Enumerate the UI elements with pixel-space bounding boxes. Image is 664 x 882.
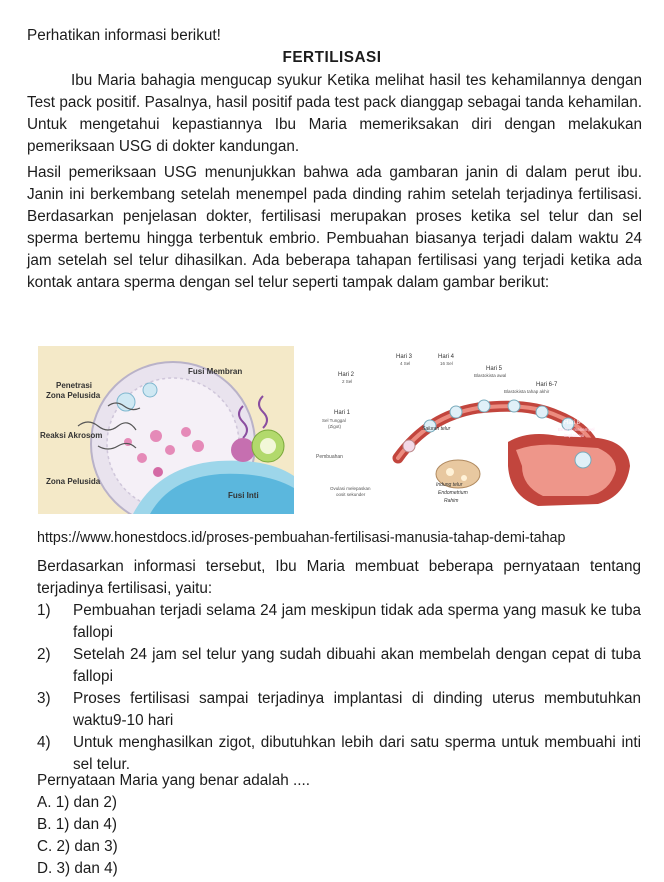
label-hari4: Hari 4 [438,354,455,360]
label-zona-pelusida-bottom: Zona Pelusida [46,477,101,486]
statement-item [37,688,641,732]
label-hari67: Hari 6-7 [536,382,558,388]
statement-number: 1) [37,602,51,619]
label-ovulasi-2: oosit sekunder [336,492,366,497]
label-rahim: Rahim [444,498,459,504]
page-title: FERTILISASI [282,49,382,66]
label-hari89-sub2: implantasi [564,433,585,438]
label-zona-pelusida-top: Zona Pelusida [46,391,101,400]
label-hari4-sub: 16 Sel [440,361,453,366]
lead-text: Berdasarkan informasi tersebut, Ibu Maria membuat beberapa pernyataan tentang terjadinya fertilisasi, yaitu: [37,558,641,597]
statement-text: Proses fertilisasi sampai terjadinya implantasi di dinding uterus membutuhkan waktu9-10 hari [73,690,641,729]
label-hari3-sub: 4 Sel [400,361,411,366]
option-c[interactable]: C. 2) dan 3) [37,838,118,855]
label-fusi-inti: Fusi Inti [228,491,259,500]
label-hari3: Hari 3 [396,354,413,360]
statement-text: Setelah 24 jam sel telur yang sudah dibuahi akan membelah dengan cepat di tuba fallopi [73,646,641,685]
label-endometrium: Endometrium [438,490,468,496]
label-hari89-sub1: Embrio menempel [558,427,595,432]
label-reaksi-akrosom: Reaksi Akrosom [40,431,103,440]
label-hari2: Hari 2 [338,372,355,378]
label-ovulasi-1: Ovulasi melepaskan [330,486,371,491]
option-a[interactable]: A. 1) dan 2) [37,794,117,811]
label-hari67-sub: Blastokista tahap akhir [504,389,550,394]
question-text: Pernyataan Maria yang benar adalah .... [37,772,310,789]
label-fusi-membran: Fusi Membran [188,367,243,376]
statement-item [37,644,641,688]
label-penetrasi: Penetrasi [56,381,93,390]
label-hari89: Hari 8-9 [564,420,586,426]
label-saluran-telur: Saluran telur [422,426,451,432]
intro-text: Perhatikan informasi berikut! [27,27,221,44]
uterus-panel [300,346,640,514]
statement-item [37,600,641,644]
answer-options [37,792,118,880]
paragraph-2: Hasil pemeriksaan USG menunjukkan bahwa ada gambaran janin di dalam perut ibu. Janin ini berkembang setelah menempel pada dinding rahim setelah terjadinya fertilisasi. Berdasarkan penjelasan dokter, fertilisasi merupakan proses ketika sel telur dan sel sperma bertemu hingga terbentuk embrio. Pembuahan biasanya terjadi dalam waktu 24 jam setelah sel telur dihasilkan. Ada beberapa tahapan fertilisasi yang terjadi ketika ada kontak antara sperma dengan sel telur seperti tampak dalam gambar berikut: [27,164,642,291]
label-hari5-sub: Blastokista awal [474,373,507,378]
label-pembuahan: Pembuahan [316,454,343,460]
statement-number: 2) [37,646,51,663]
fertilization-figure [38,346,640,514]
option-b[interactable]: B. 1) dan 4) [37,816,117,833]
statement-text: Untuk menghasilkan zigot, dibutuhkan lebih dari satu sperma untuk membuahi inti sel telur. [73,734,641,773]
oocyte-panel [38,346,294,514]
label-hari5: Hari 5 [486,366,503,372]
statement-list [37,600,641,776]
label-hari1-sub2: (Zigot) [328,424,342,429]
statement-number: 4) [37,734,51,751]
option-d[interactable]: D. 3) dan 4) [37,860,118,877]
label-hari2-sub: 2 Sel [342,379,353,384]
label-hari1-sub1: Sel Tunggal [322,418,346,423]
statement-text: Pembuahan terjadi selama 24 jam meskipun tidak ada sperma yang masuk ke tuba fallopi [73,602,641,641]
statement-number: 3) [37,690,51,707]
label-hari1: Hari 1 [334,410,351,416]
source-link[interactable]: https://www.honestdocs.id/proses-pembuahan-fertilisasi-manusia-tahap-demi-tahap [37,530,566,546]
label-indung-telur: Indung telur [436,482,463,488]
paragraph-1: Ibu Maria bahagia mengucap syukur Ketika melihat hasil tes kehamilannya dengan Test pack positif. Pasalnya, hasil positif pada test pack dianggap sebagai tanda kehamilan. Untuk mengetahui kepastiannya Ibu Maria memeriksakan diri dengan melakukan pemeriksaan USG di dokter kandungan. [27,72,642,155]
